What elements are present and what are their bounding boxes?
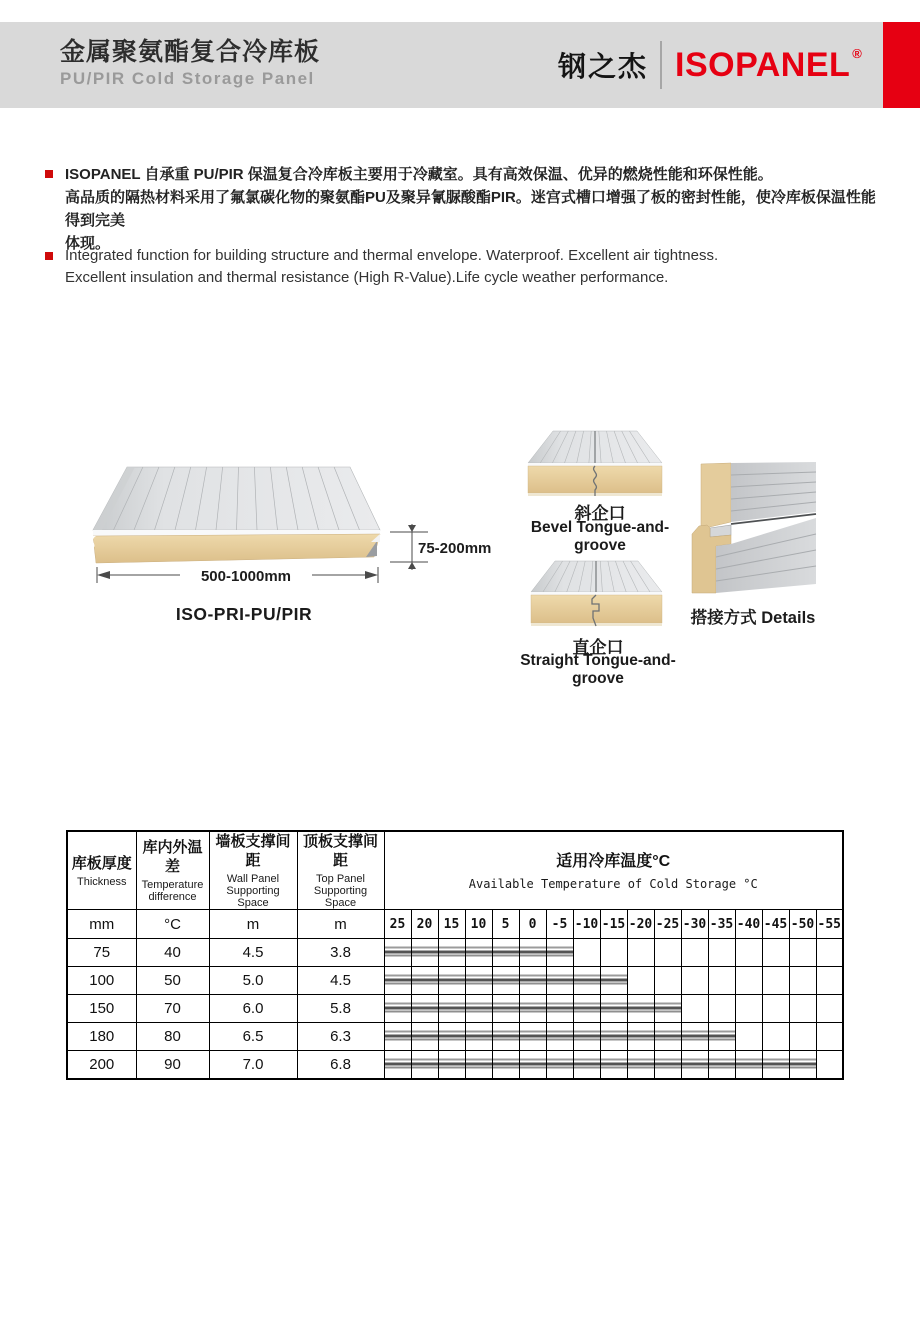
temp-tick: 10 [465,910,492,939]
temp-range-cell [627,967,654,995]
temp-tick: -25 [654,910,681,939]
temp-tick: 5 [492,910,519,939]
temp-tick: -50 [789,910,816,939]
cell-thickness: 180 [67,1023,136,1051]
temp-range-cell [708,967,735,995]
temp-range-cell [654,1051,681,1080]
temp-range-cell [546,1051,573,1080]
bevel-joint-figure [525,428,665,500]
col-header-temp-diff [136,831,209,910]
temp-range-cell [438,939,465,967]
temp-range-cell [519,1051,546,1080]
temp-range-cell [465,995,492,1023]
col-header-zh: 墙板支撑间距 [215,833,291,869]
temp-range-cell [384,995,411,1023]
temp-range-cell [600,939,627,967]
straight-foam-core [531,595,662,623]
temp-range-cell [681,967,708,995]
cell-temp-diff: 80 [136,1023,209,1051]
temp-range-cell [789,995,816,1023]
temp-range-cell [654,939,681,967]
temp-tick: -55 [816,910,843,939]
temp-range-cell [411,1051,438,1080]
temp-range-cell [546,995,573,1023]
col-header-en: Temperature difference [141,879,204,903]
spec-table [66,830,844,1080]
cell-top-space: 6.8 [297,1051,384,1080]
temp-range-cell [438,1023,465,1051]
cell-temp-diff: 70 [136,995,209,1023]
temp-range-cell [681,939,708,967]
temp-range-cell [492,1023,519,1051]
temp-range-cell [762,1023,789,1051]
temp-range-cell [438,995,465,1023]
temp-range-cell [411,939,438,967]
temp-range-cell [573,1051,600,1080]
bullet-line: ISOPANEL 自承重 PU/PIR 保温复合冷库板主要用于冷藏室。具有高效保温、优异的燃烧性能和环保性能。 [65,166,773,183]
table-row [67,1023,843,1051]
table-row [67,1051,843,1080]
temp-range-cell [546,967,573,995]
temp-range-cell [411,1023,438,1051]
straight-label-zh: 直企口 [572,638,624,657]
table-row [67,939,843,967]
temp-range-cell [681,995,708,1023]
temp-tick: 20 [411,910,438,939]
temp-range-cell [411,967,438,995]
page-title: 金属聚氨酯复合冷库板 [60,38,321,66]
panel-foam-core [93,534,380,563]
temp-range-cell [492,967,519,995]
temp-range-cell [627,939,654,967]
col-header-top-space [297,831,384,910]
cell-wall-space: 6.5 [209,1023,297,1051]
brand-divider [660,41,662,89]
unit-cell: mm [67,910,136,939]
cell-wall-space: 6.0 [209,995,297,1023]
temp-range-cell [762,995,789,1023]
temp-tick: 15 [438,910,465,939]
bullet-intro-en [45,245,877,289]
cell-wall-space: 4.5 [209,939,297,967]
cell-wall-space: 5.0 [209,967,297,995]
temp-range-cell [573,939,600,967]
col-header-en: Thickness [76,875,127,888]
cell-temp-diff: 90 [136,1051,209,1080]
table-row [67,995,843,1023]
temp-range-cell [708,995,735,1023]
temp-tick: 0 [519,910,546,939]
temp-tick: -45 [762,910,789,939]
temp-range-cell [762,967,789,995]
cell-wall-space: 7.0 [209,1051,297,1080]
temp-range-cell [627,1051,654,1080]
unit-cell: m [209,910,297,939]
cell-thickness: 100 [67,967,136,995]
dim-arrow-up-icon [408,562,416,569]
temp-tick: -10 [573,910,600,939]
temp-range-cell [816,1023,843,1051]
bullet-line: 高品质的隔热材料采用了氟氯碳化物的聚氨酯PU及聚异氰脲酸酯PIR。迷宫式槽口增强了板的密封性能，使冷库板保温性能得到完美 [65,189,876,229]
temp-range-cell [519,939,546,967]
temp-range-cell [600,1051,627,1080]
temp-range-cell [681,1023,708,1051]
temp-range-cell [465,967,492,995]
col-header-temperature-range [384,831,843,910]
temp-range-cell [573,1023,600,1051]
temp-range-cell [654,967,681,995]
temp-range-cell [816,1051,843,1080]
upper-core-face [701,463,731,529]
temp-range-cell [546,939,573,967]
col-header-zh: 适用冷库温度°C [556,852,671,870]
col-header-en: Available Temperature of Cold Storage °C [468,876,758,891]
thickness-dim-label: 75-200mm [418,540,492,557]
temp-range-cell [600,1023,627,1051]
header-bar [0,22,920,108]
temp-range-cell [816,967,843,995]
temp-range-cell [708,1023,735,1051]
straight-label-en: Straight Tongue-and-groove [520,652,676,687]
temp-range-cell [411,995,438,1023]
joint-details-figure [687,462,817,596]
bevel-label-en: Bevel Tongue-and-groove [530,519,670,554]
temp-range-cell [735,995,762,1023]
dim-arrow-down-icon [408,525,416,532]
col-header-thickness [67,831,136,910]
cell-temp-diff: 50 [136,967,209,995]
temp-range-cell [735,1051,762,1080]
temp-range-cell [384,1051,411,1080]
panel-isometric-figure [60,430,500,630]
temp-tick: -20 [627,910,654,939]
bullet-line: Excellent insulation and thermal resistance (High R-Value).Life cycle weather performance. [65,269,669,286]
temp-tick: -30 [681,910,708,939]
temp-range-cell [492,939,519,967]
temp-range-cell [627,1023,654,1051]
temp-range-cell [384,1023,411,1051]
temp-range-cell [708,939,735,967]
cell-top-space: 6.3 [297,1023,384,1051]
bullet-square-icon [45,170,53,178]
temp-range-cell [681,1051,708,1080]
bevel-label-zh: 斜企口 [574,504,626,523]
bullet-intro-zh [45,163,877,255]
temp-range-cell [816,939,843,967]
temp-tick: -15 [600,910,627,939]
bullet-line: Integrated function for building structure and thermal envelope. Waterproof. Excellent air tightness. [65,247,719,264]
dim-arrow-right-icon [365,571,378,579]
width-dim-label: 500-1000mm [200,568,292,585]
temp-tick: -5 [546,910,573,939]
page-subtitle: PU/PIR Cold Storage Panel [60,69,315,88]
temp-range-cell [789,939,816,967]
temp-range-cell [789,1023,816,1051]
temp-range-cell [654,995,681,1023]
col-header-en: Top Panel Supporting Space [313,873,368,909]
temp-range-cell [789,1051,816,1080]
bevel-foam-core [528,466,662,493]
details-label: 搭接方式 Details [690,609,816,627]
temp-range-cell [654,1023,681,1051]
col-header-zh: 顶板支撑间距 [302,833,378,869]
temp-range-cell [762,939,789,967]
temp-range-cell [816,995,843,1023]
cell-temp-diff: 40 [136,939,209,967]
bullet-line: 体现。 [65,235,111,252]
temp-range-cell [384,967,411,995]
cell-top-space: 3.8 [297,939,384,967]
temp-range-cell [465,1051,492,1080]
temp-range-cell [627,995,654,1023]
temp-range-cell [762,1051,789,1080]
temp-range-cell [438,967,465,995]
temp-range-cell [465,939,492,967]
registered-mark-icon: ® [852,45,862,61]
brand-name-zh: 钢之杰 [558,51,649,82]
table-row [67,967,843,995]
cell-top-space: 5.8 [297,995,384,1023]
temp-tick: 25 [384,910,411,939]
unit-cell: m [297,910,384,939]
cell-thickness: 200 [67,1051,136,1080]
cell-thickness: 150 [67,995,136,1023]
temp-range-cell [465,1023,492,1051]
temp-range-cell [573,967,600,995]
unit-cell: °C [136,910,209,939]
temp-range-cell [600,967,627,995]
straight-joint-figure [528,558,665,632]
panel-model-label: ISO-PRI-PU/PIR [175,604,313,624]
temp-range-cell [546,1023,573,1051]
col-header-wall-space [209,831,297,910]
temp-tick: -35 [708,910,735,939]
temp-range-cell [789,967,816,995]
temp-range-cell [735,1023,762,1051]
cell-thickness: 75 [67,939,136,967]
temp-range-cell [735,967,762,995]
brand-name-en: ISOPANEL [675,45,851,84]
brand-logo [558,22,860,108]
temp-tick: -40 [735,910,762,939]
temp-range-cell [519,995,546,1023]
temp-range-cell [438,1051,465,1080]
upper-steel-face [731,462,816,522]
temp-range-cell [708,1051,735,1080]
accent-red-block [883,22,920,108]
temp-range-cell [573,995,600,1023]
temp-range-cell [492,1051,519,1080]
col-header-en: Wall Panel Supporting Space [226,873,280,909]
temp-range-cell [519,1023,546,1051]
temp-range-cell [492,995,519,1023]
bullet-square-icon [45,252,53,260]
temp-range-cell [519,967,546,995]
temp-range-cell [600,995,627,1023]
dim-arrow-left-icon [97,571,110,579]
cell-top-space: 4.5 [297,967,384,995]
col-header-zh: 库板厚度 [71,854,132,872]
temp-range-cell [735,939,762,967]
col-header-zh: 库内外温差 [142,839,203,875]
temp-range-cell [384,939,411,967]
